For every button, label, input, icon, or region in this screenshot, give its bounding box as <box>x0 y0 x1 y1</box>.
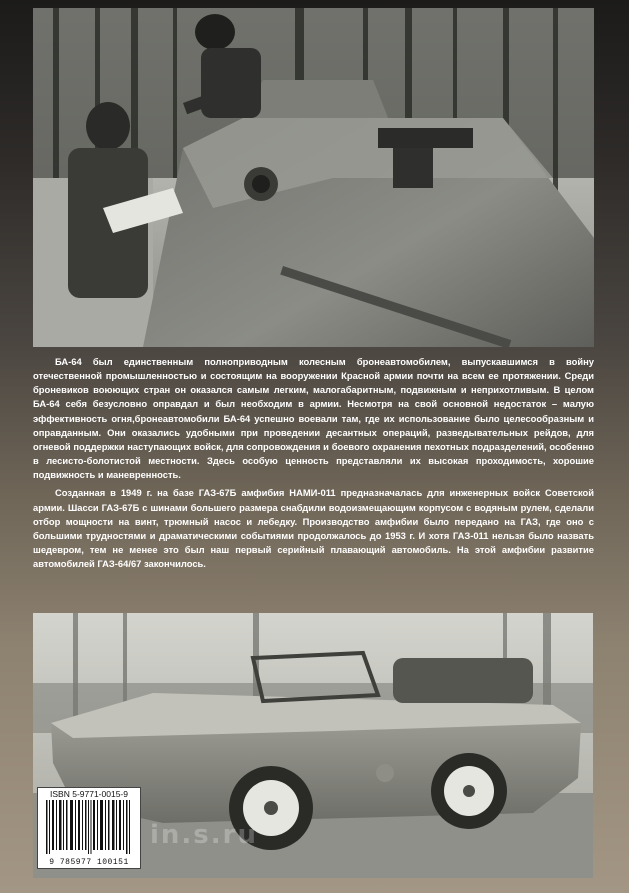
armored-car-illustration <box>33 8 594 347</box>
watermark: in.s.ru <box>150 820 258 850</box>
barcode-icon <box>46 800 132 854</box>
isbn-label: ISBN 5-9771-0015-9 <box>50 789 128 799</box>
body-text <box>33 355 594 571</box>
ean-number: 9 785977 100151 <box>49 858 129 867</box>
isbn-barcode-block <box>37 787 141 869</box>
armored-car-photo <box>33 8 594 347</box>
paragraph-ba64: БА-64 был единственным полноприводным колесным бронеавтомобилем, выпускавшимся в войну отечественной промышленностью и состоящим на вооружении Красной армии почти на всем ее протяжении. Среди броневиков воюющих стран он оказался самым легким, малогабаритным, подвижным и неприхотливым. В целом БА-64 себя безусловно оправдал и был необходим в армии. Несмотря на свой основной недостаток – малую эффективность огня,бронеавтомобили БА-64 успешно воевали там, где их использование было целесообразным и оправданным. Они оказались удобными при проведении десантных операций, разведывательных рейдов, для огневой поддержки наступающих войск, для сопровождения и боевого охранения пехотных подразделений, особенно в лесисто-болотистой местности. Здесь особую ценность представляли их высокая проходимость, хорошие подвижность и маневренность. <box>33 356 594 481</box>
paragraph-nami011: Созданная в 1949 г. на базе ГАЗ-67Б амфибия НАМИ-011 предназначалась для инженерных войск Советской армии. Шасси ГАЗ-67Б с шинами большего размера снабдили водоизмещающим корпусом с водяным рулем, сделали отбор мощности на винт, трюмный насос и лебедку. Производство амфибии было передано на ГАЗ, где оно с большими трудностями и драматическими событиями продолжалось до 1953 г. И хотя ГАЗ-011 нельзя было назвать шедевром, тем не менее это был наш первый серийный плавающий автомобиль. На этой амфибии развитие автомобилей ГАЗ-64/67 закончилось. <box>33 487 594 570</box>
